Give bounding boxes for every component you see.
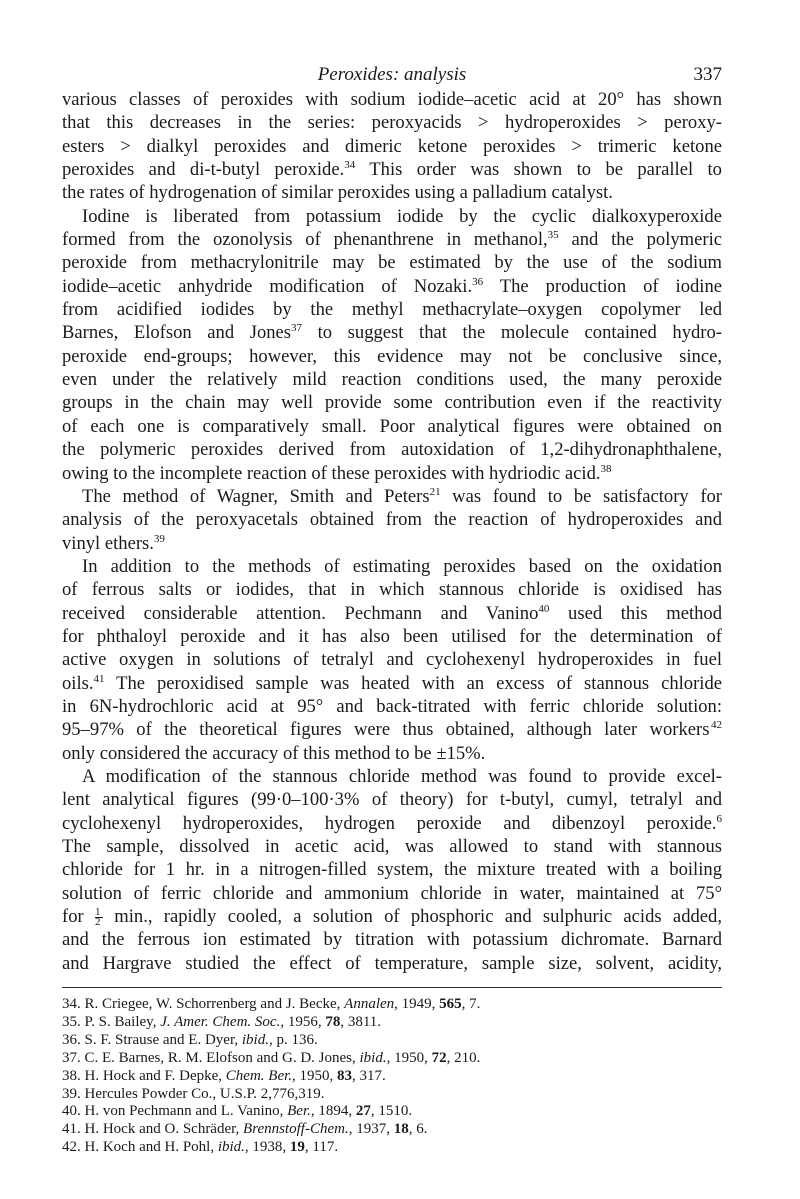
footnote-38: 38. H. Hock and F. Depke, Chem. Ber., 1950, 83, 317.	[62, 1067, 386, 1084]
footnotes	[62, 996, 722, 1157]
text-line: Barnes, Elofson and Jones$^{37}$ to suggest that the molecule contained hydro-	[62, 322, 722, 344]
citation-ref[interactable]: 34	[344, 159, 356, 172]
text-line: iodide–acetic anhydride modification of Nozaki.$^{36}$ The production of iodine	[62, 275, 722, 297]
citation-ref[interactable]: 37	[291, 322, 303, 335]
citation-ref[interactable]: 39	[153, 532, 165, 545]
citation-ref[interactable]: 38	[600, 462, 612, 475]
paragraph-1	[62, 88, 722, 205]
footnote-36: 36. S. F. Strause and E. Dyer, ibid., p. 136.	[62, 1031, 318, 1048]
text-line: vinyl ethers.$^{39}$	[62, 532, 165, 554]
text-line: for phthaloyl peroxide and it has also been utilised for the determination of	[62, 625, 722, 647]
text-line: peroxide from methacrylonitrile may be estimated by the use of the sodium	[62, 252, 722, 274]
text-line: the rates of hydrogenation of similar peroxides using a palladium catalyst.	[62, 182, 613, 204]
footnote-41: 41. H. Hock and O. Schräder, Brennstoff-Chem., 1937, 18, 6.	[62, 1121, 428, 1138]
text-line: oils.$^{41}$ The peroxidised sample was heated with an excess of stannous chloride	[62, 672, 722, 694]
citation-ref[interactable]: 42	[711, 719, 722, 732]
text-line: analysis of the peroxyacetals obtained from the reaction of hydroperoxides and	[62, 509, 722, 531]
text-line: peroxides and di-t-butyl peroxide.$^{34}$ This order was shown to be parallel to	[62, 159, 722, 181]
footnote-35: 35. P. S. Bailey, J. Amer. Chem. Soc., 1956, 78, 3811.	[62, 1013, 382, 1030]
page-number: 337	[693, 64, 722, 85]
text-line: owing to the incomplete reaction of these peroxides with hydriodic acid.$^{38}$	[62, 462, 612, 484]
text-line: various classes of peroxides with sodium iodide–acetic acid at 20° has shown	[62, 89, 722, 110]
text-line: the polymeric peroxides derived from autoxidation of 1,2-dihydronaphthalene,	[62, 439, 722, 461]
footnote-divider	[62, 987, 722, 988]
text-line: that this decreases in the series: peroxyacids > hydroperoxides > peroxy-	[62, 112, 722, 134]
running-head	[62, 64, 722, 88]
text-line: of ferrous salts or iodides, that in which stannous chloride is oxidised has	[62, 579, 722, 601]
text-line: chloride for 1 hr. in a nitrogen-filled system, the mixture treated with a boiling	[62, 859, 722, 881]
citation-ref[interactable]: 35	[547, 229, 559, 242]
citation-ref[interactable]: 41	[93, 672, 105, 685]
text-line: cyclohexenyl hydroperoxides, hydrogen peroxide and dibenzoyl peroxide.$^6$	[62, 812, 722, 834]
text-line: only considered the accuracy of this method to be ±15%.	[62, 742, 486, 764]
text-line: of each one is comparatively small. Poor analytical figures were obtained on	[62, 415, 722, 437]
footnote-40: 40. H. von Pechmann and L. Vanino, Ber., 1894, 27, 1510.	[62, 1103, 413, 1120]
body-text	[62, 88, 722, 975]
text-line: and Hargrave studied the effect of temperature, sample size, solvent, acidity,	[62, 952, 722, 974]
citation-ref[interactable]: 21	[429, 485, 441, 498]
citation-ref[interactable]: 6	[716, 812, 722, 825]
paragraph-3	[62, 485, 722, 555]
text-line: for $\frac{1}{2}$ min., rapidly cooled, a solution of phosphoric and sulphuric acids added,	[62, 906, 722, 929]
text-line: lent analytical figures (99·0–100·3% of theory) for t-butyl, cumyl, tetralyl and	[62, 789, 722, 811]
text-line: The sample, dissolved in acetic acid, was allowed to stand with stannous	[62, 836, 722, 857]
citation-ref[interactable]: 36	[472, 275, 484, 288]
text-line: 95–97% of the theoretical figures were thus obtained, although later workers $^{42}$	[62, 719, 722, 741]
text-line: active oxygen in solutions of tetralyl and cyclohexenyl hydroperoxides in fuel	[62, 649, 722, 671]
paragraph-2	[62, 205, 722, 485]
text-line: in 6N-hydrochloric acid at 95° and back-titrated with ferric chloride solution:	[62, 695, 722, 717]
footnote-34: 34. R. Criegee, W. Schorrenberg and J. Becke, Annalen, 1949, 565, 7.	[62, 996, 481, 1012]
text-line: groups in the chain may well provide some contribution even if the reactivity	[62, 392, 722, 414]
text-line: Iodine is liberated from potassium iodide by the cyclic dialkoxyperoxide	[82, 205, 722, 227]
citation-ref[interactable]: 40	[538, 602, 550, 615]
text-line: A modification of the stannous chloride method was found to provide excel-	[82, 765, 722, 787]
text-line: The method of Wagner, Smith and Peters$^{21}$ was found to be satisfactory for	[82, 485, 722, 507]
running-title: Peroxides: analysis	[317, 64, 467, 85]
text-line: and the ferrous ion estimated by titration with potassium dichromate. Barnard	[62, 929, 722, 951]
footnote-37: 37. C. E. Barnes, R. M. Elofson and G. D. Jones, ibid., 1950, 72, 210.	[62, 1049, 481, 1066]
text-line: even under the relatively mild reaction conditions used, the many peroxide	[62, 369, 722, 391]
text-line: formed from the ozonolysis of phenanthrene in methanol,$^{35}$ and the polymeric	[62, 229, 723, 251]
fraction-one-half: $\frac{1}{2}$	[95, 908, 103, 927]
text-line: from acidified iodides by the methyl methacrylate–oxygen copolymer led	[62, 299, 722, 321]
footnote-39: 39. Hercules Powder Co., U.S.P. 2,776,319.	[62, 1085, 325, 1102]
text-line: solution of ferric chloride and ammonium chloride in water, maintained at 75°	[62, 882, 722, 904]
footnote-42: 42. H. Koch and H. Pohl, ibid., 1938, 19, 117.	[62, 1139, 339, 1156]
text-line: received considerable attention. Pechmann and Vanino$^{40}$ used this method	[62, 602, 723, 624]
paragraph-5	[62, 765, 722, 975]
text-line: In addition to the methods of estimating peroxides based on the oxidation	[82, 555, 722, 577]
paragraph-4	[62, 555, 722, 765]
text-line: esters > dialkyl peroxides and dimeric ketone peroxides > trimeric ketone	[62, 135, 722, 157]
text-line: peroxide end-groups; however, this evidence may not be conclusive since,	[62, 345, 722, 367]
